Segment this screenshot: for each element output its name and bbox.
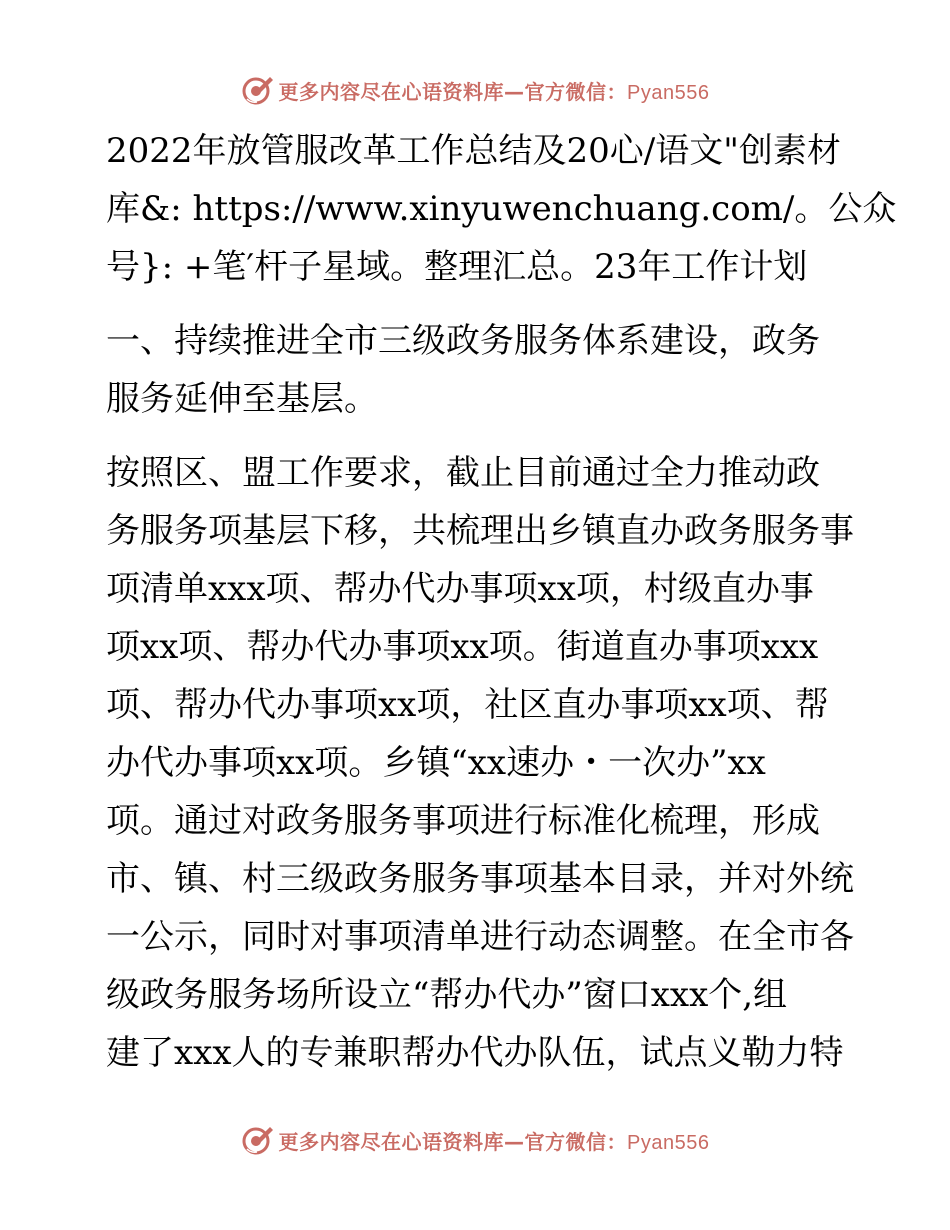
heading-line: 服务延伸至基层。: [106, 379, 378, 419]
body-line: 项。通过对政务服务事项进行标准化梳理，形成: [106, 801, 820, 841]
title-line: 库&: https://www.xinyuwenchuang.com/。公众: [106, 189, 897, 229]
section-heading: [98, 312, 858, 428]
title-line: 号}: +笔′杆子星域。整理汇总。23年工作计划: [106, 247, 808, 287]
body-line: 办代办事项xx项。乡镇“xx速办・一次办”xx: [106, 743, 766, 783]
body-paragraph: [98, 444, 858, 1082]
title-line: 2022年放管服改革工作总结及20心/语文"创素材: [106, 131, 841, 171]
body-line: 建了xxx人的专兼职帮办代办队伍，试点义勒力特: [106, 1033, 844, 1073]
pen-logo-icon: [241, 73, 275, 107]
document-title: [98, 122, 897, 296]
body-line: 务服务项基层下移，共梳理出乡镇直办政务服务事: [106, 511, 854, 551]
body-line: 一公示，同时对事项清单进行动态调整。在全市各: [106, 917, 854, 957]
watermark-wechat-id: Pyan556: [627, 81, 710, 104]
watermark-text: 更多内容尽在心语资料库—官方微信：Pyan556: [278, 79, 710, 104]
body-line: 市、镇、村三级政务服务事项基本目录，并对外统: [106, 859, 854, 899]
heading-line: 一、持续推进全市三级政务服务体系建设，政务: [106, 321, 820, 361]
document-body: [98, 122, 897, 1082]
body-line: 项、帮办代办事项xx项，社区直办事项xx项、帮: [106, 685, 829, 725]
body-line: 按照区、盟工作要求，截止目前通过全力推动政: [106, 453, 820, 493]
watermark-text: 更多内容尽在心语资料库—官方微信：Pyan556: [278, 1129, 710, 1154]
body-line: 项xx项、帮办代办事项xx项。街道直办事项xxx: [106, 627, 819, 667]
watermark-header: [0, 70, 950, 110]
pen-logo-icon: [241, 1123, 275, 1157]
body-line: 项清单xxx项、帮办代办事项xx项，村级直办事: [106, 569, 814, 609]
watermark-wechat-id: Pyan556: [627, 1131, 710, 1154]
body-line: 级政务服务场所设立“帮办代办”窗口xxx个,组: [106, 975, 788, 1015]
watermark-footer: [0, 1120, 950, 1160]
